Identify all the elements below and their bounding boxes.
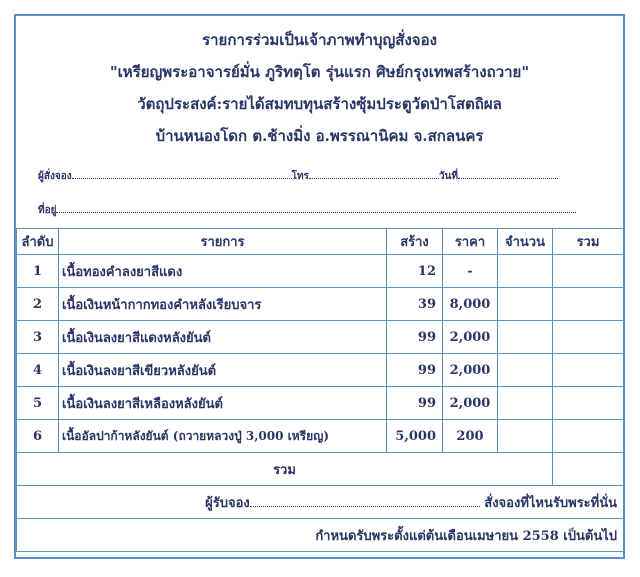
- address-label: ที่อยู่: [38, 205, 57, 216]
- header-coin-name: "เหรียญพระอาจารย์มั่น ภูริทตฺโต รุ่นแรก ศิษย์กรุงเทพสร้างถวาย": [109, 63, 530, 81]
- row-price: 2,000: [443, 321, 498, 354]
- total-label: รวม: [17, 453, 553, 486]
- receiver-suffix: สั่งจองที่ไหนรับพระที่นั่น: [484, 495, 617, 511]
- header-made: สร้าง: [387, 229, 443, 255]
- row-made: 39: [387, 288, 443, 321]
- row-price: -: [443, 255, 498, 288]
- receiver-row: [17, 486, 624, 519]
- phone-label: โทร: [291, 171, 309, 182]
- row-no: 5: [17, 387, 59, 420]
- row-item: เนื้อเงินลงยาสีแดงหลังยันต์: [59, 321, 387, 354]
- row-price: 2,000: [443, 354, 498, 387]
- row-no: 6: [17, 420, 59, 453]
- row-made: 99: [387, 321, 443, 354]
- schedule-note: กำหนดรับพระตั้งแต่ต้นเดือนเมษายน 2558 เป็นต้นไป: [17, 519, 624, 552]
- row-no: 4: [17, 354, 59, 387]
- header-purpose: วัตถุประสงค์:รายได้สมทบทุนสร้างซุ้มประตูวัดป่าโสตถิผล: [137, 95, 502, 113]
- row-made: 99: [387, 387, 443, 420]
- row-qty-field[interactable]: [498, 420, 553, 453]
- table-row: [17, 255, 624, 288]
- header-no: ลำดับ: [17, 229, 59, 255]
- row-no: 3: [17, 321, 59, 354]
- phone-field[interactable]: [309, 168, 439, 179]
- header-total: รวม: [553, 229, 624, 255]
- date-label: วันที่: [438, 171, 458, 182]
- row-qty-field[interactable]: [498, 255, 553, 288]
- header-item: รายการ: [59, 229, 387, 255]
- row-item: เนื้ออัลปาก้าหลังยันต์ (ถวายหลวงปู่ 3,000 เหรียญ): [59, 420, 387, 453]
- schedule-row: [17, 519, 624, 552]
- receiver-cell: [17, 486, 624, 519]
- table-row: [17, 420, 624, 453]
- row-item: เนื้อทองคำลงยาสีแดง: [59, 255, 387, 288]
- row-total-field[interactable]: [553, 255, 624, 288]
- row-item: เนื้อเงินหน้ากากทองคำหลังเรียบจาร: [59, 288, 387, 321]
- table-header-row: [17, 229, 624, 255]
- orderer-row: [38, 168, 558, 184]
- order-table: [16, 228, 624, 552]
- header-qty: จำนวน: [498, 229, 553, 255]
- row-price: 200: [443, 420, 498, 453]
- row-total-field[interactable]: [553, 354, 624, 387]
- row-qty-field[interactable]: [498, 288, 553, 321]
- date-field[interactable]: [458, 168, 558, 179]
- header-price: ราคา: [443, 229, 498, 255]
- row-made: 5,000: [387, 420, 443, 453]
- total-row: [17, 453, 624, 486]
- row-price: 2,000: [443, 387, 498, 420]
- table-row: [17, 354, 624, 387]
- table-row: [17, 387, 624, 420]
- row-made: 12: [387, 255, 443, 288]
- row-total-field[interactable]: [553, 321, 624, 354]
- row-no: 1: [17, 255, 59, 288]
- receiver-label: ผู้รับจอง: [205, 495, 250, 511]
- address-row: [38, 202, 576, 218]
- address-field[interactable]: [56, 202, 576, 213]
- grand-total-field[interactable]: [553, 453, 624, 486]
- row-item: เนื้อเงินลงยาสีเหลืองหลังยันต์: [59, 387, 387, 420]
- form-header: [16, 16, 623, 224]
- table-row: [17, 321, 624, 354]
- row-item: เนื้อเงินลงยาสีเขียวหลังยันต์: [59, 354, 387, 387]
- row-price: 8,000: [443, 288, 498, 321]
- row-qty-field[interactable]: [498, 354, 553, 387]
- row-total-field[interactable]: [553, 288, 624, 321]
- row-total-field[interactable]: [553, 420, 624, 453]
- orderer-field[interactable]: [72, 168, 292, 179]
- row-no: 2: [17, 288, 59, 321]
- header-location: บ้านหนองโดก ต.ช้างมิ่ง อ.พรรณานิคม จ.สกลนคร: [155, 127, 484, 145]
- header-title: รายการร่วมเป็นเจ้าภาพทำบุญสั่งจอง: [202, 31, 437, 49]
- table-row: [17, 288, 624, 321]
- row-made: 99: [387, 354, 443, 387]
- row-qty-field[interactable]: [498, 321, 553, 354]
- receiver-field[interactable]: [250, 496, 480, 507]
- row-qty-field[interactable]: [498, 387, 553, 420]
- order-form: [14, 14, 625, 559]
- orderer-label: ผู้สั่งจอง: [38, 171, 72, 182]
- row-total-field[interactable]: [553, 387, 624, 420]
